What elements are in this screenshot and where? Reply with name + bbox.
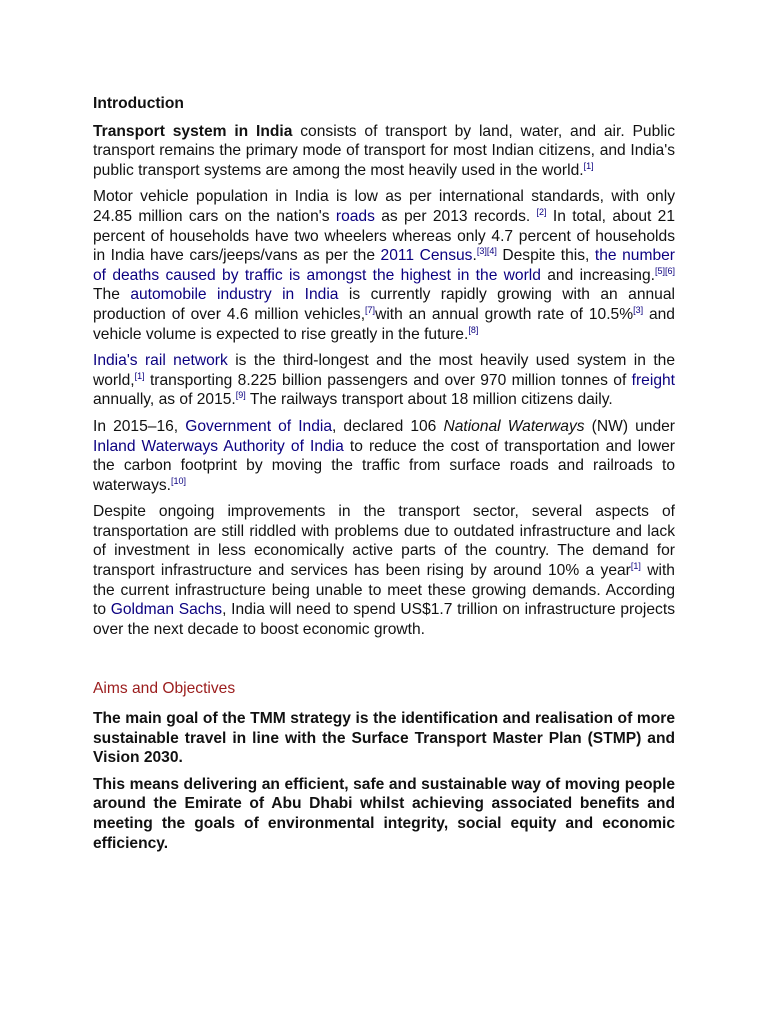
- paragraph-text: with the current infrastructure being unable to meet these growing demands. According to: [93, 562, 675, 619]
- lead-term: Transport system in India: [93, 122, 293, 140]
- aims-section: [93, 709, 675, 853]
- paragraph-text: annually, as of 2015.: [93, 391, 236, 409]
- reference[interactable]: [8]: [468, 324, 479, 335]
- link-roads[interactable]: roads: [335, 207, 375, 225]
- reference[interactable]: [3][4]: [476, 246, 497, 257]
- paragraph-text: to reduce the cost of transportation and lower the carbon footprint by moving the traffic from surface roads and railroads to waterways.: [93, 437, 675, 494]
- paragraph-motor-vehicles: [93, 187, 675, 344]
- reference[interactable]: [1]: [630, 561, 641, 572]
- link-traffic-deaths[interactable]: the number of deaths caused by traffic is amongst the highest in the world: [93, 247, 676, 284]
- reference[interactable]: [3]: [633, 304, 644, 315]
- reference[interactable]: [10]: [171, 475, 187, 486]
- paragraph-rail-network: [93, 351, 675, 410]
- reference[interactable]: [1]: [134, 370, 145, 381]
- paragraph-text: .: [472, 247, 477, 265]
- paragraph-infrastructure: [93, 502, 675, 639]
- paragraph-text: is the third-longest and the most heavily used system in the world,: [93, 352, 675, 389]
- italic-term: National Waterways: [443, 417, 585, 435]
- link-freight[interactable]: freight: [631, 371, 675, 389]
- paragraph-text: and vehicle volume is expected to rise greatly in the future.: [93, 305, 675, 343]
- link-automobile-industry[interactable]: automobile industry in India: [130, 286, 339, 304]
- paragraph-text: Motor vehicle population in India is low as per international standards, with only 24.85 million cars on the nation's: [93, 188, 675, 225]
- reference[interactable]: [7]: [365, 304, 376, 315]
- aims-paragraph-means: This means delivering an efficient, safe and sustainable way of moving people around the Emirate of Abu Dhabi whilst achieving associated benefits and meeting the goals of environmental integrity, social equity and economic efficiency.: [93, 775, 675, 852]
- paragraph-text: In total, about 21 percent of households have two wheelers whereas only 4.7 percent of households in India have cars/jeeps/vans as per the: [93, 207, 676, 265]
- paragraph-text: , India will need to spend US$1.7 trillion on infrastructure projects over the next decade to boost economic growth.: [93, 601, 675, 638]
- reference[interactable]: [1]: [583, 160, 594, 171]
- link-2011-census[interactable]: 2011 Census: [380, 247, 473, 265]
- link-rail-network[interactable]: India's rail network: [93, 352, 228, 370]
- reference[interactable]: [5][6]: [655, 265, 676, 276]
- paragraph-text: with an annual growth rate of 10.5%: [375, 305, 634, 323]
- link-government-of-india[interactable]: Government of India: [185, 417, 333, 435]
- paragraph-text: consists of transport by land, water, and air. Public transport remains the primary mode of transport for most Indian citizens, and India's public transport systems are among the most heavily used in the world.: [93, 122, 675, 179]
- paragraph-text: The railways transport about 18 million citizens daily.: [245, 391, 613, 409]
- introduction-heading: Introduction: [93, 95, 184, 112]
- reference[interactable]: [9]: [235, 390, 246, 401]
- aims-heading: Aims and Objectives: [93, 680, 236, 698]
- paragraph-text: as per 2013 records.: [374, 207, 531, 225]
- paragraph-text: is currently rapidly growing with an annual production of over 4.6 million vehicles,: [93, 286, 675, 323]
- link-goldman-sachs[interactable]: Goldman Sachs: [110, 601, 223, 619]
- link-iwai[interactable]: Inland Waterways Authority of India: [93, 437, 344, 455]
- paragraph-waterways: [93, 417, 675, 495]
- paragraph-transport-system: [93, 122, 675, 181]
- paragraph-text: The: [93, 286, 131, 304]
- paragraph-text: Despite this,: [496, 247, 595, 265]
- paragraph-text: transporting 8.225 billion passengers and over 970 million tonnes of: [144, 371, 632, 389]
- paragraph-text: In 2015–16,: [93, 417, 186, 435]
- aims-paragraph-goal: The main goal of the TMM strategy is the identification and realisation of more sustainable travel in line with the Surface Transport Master Plan (STMP) and Vision 2030.: [93, 710, 675, 767]
- paragraph-text: , declared 106: [332, 417, 444, 435]
- paragraph-text: (NW) under: [584, 417, 675, 435]
- paragraph-text: and increasing.: [540, 266, 655, 284]
- document-body: [93, 94, 675, 860]
- reference[interactable]: [2]: [536, 206, 547, 217]
- paragraph-text: Despite ongoing improvements in the transport sector, several aspects of transportation are still riddled with problems due to outdated infrastructure and lack of investment in less economically active parts of the country. The demand for transport infrastructure and services has been rising by around 10% a year: [93, 503, 675, 580]
